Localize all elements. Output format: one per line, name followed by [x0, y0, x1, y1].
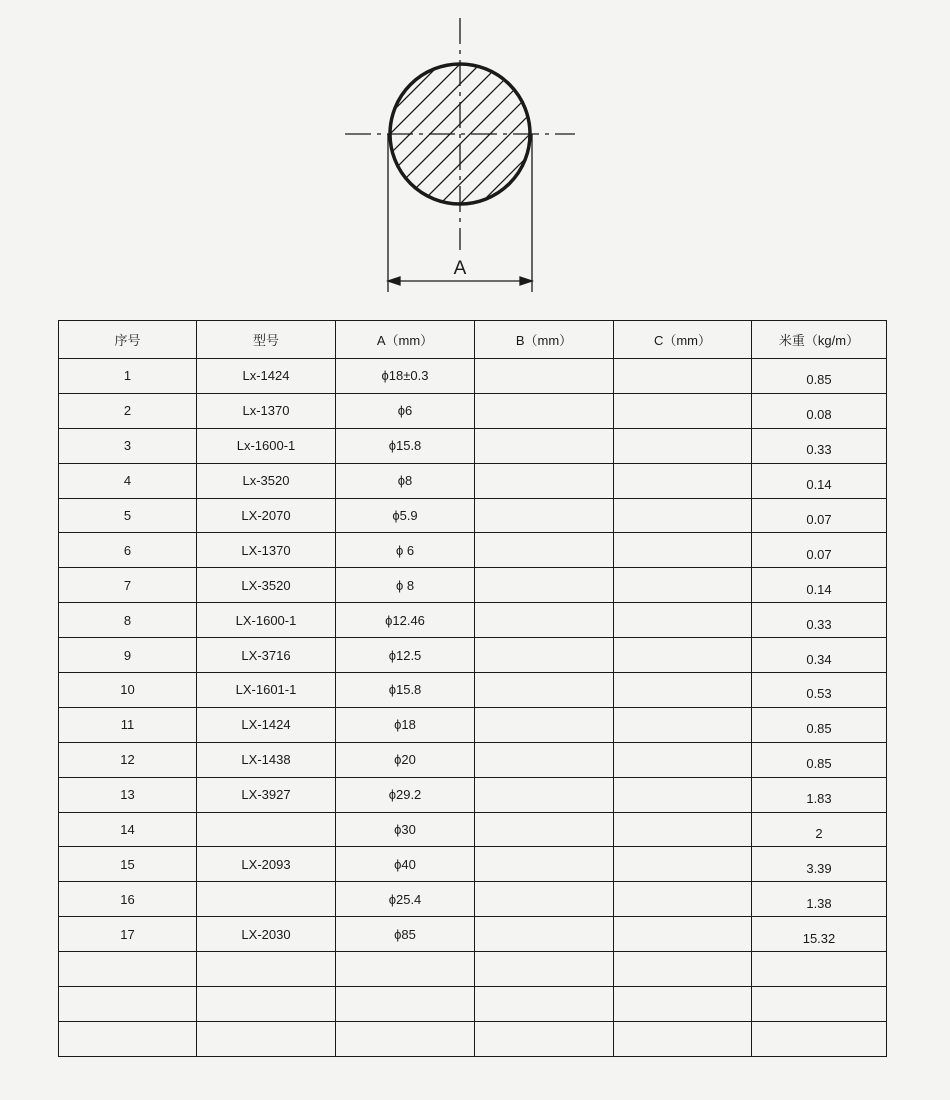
header-c: C（mm）: [614, 321, 752, 359]
cell-b: [475, 393, 614, 428]
table-row: [59, 638, 887, 673]
cell-b: [475, 952, 614, 987]
table-row: [59, 393, 887, 428]
cell-weight: 0.14: [752, 463, 887, 498]
cell-c: [614, 777, 752, 812]
cell-c: [614, 428, 752, 463]
cell-a: ϕ 6: [336, 533, 475, 568]
header-row: [59, 321, 887, 359]
table-row: [59, 1021, 887, 1056]
cell-weight: 0.85: [752, 359, 887, 394]
cell-c: [614, 987, 752, 1022]
dimension-label-a: A: [453, 258, 467, 279]
table-row: [59, 463, 887, 498]
cell-model: LX-2093: [197, 847, 336, 882]
cell-index: 3: [59, 428, 197, 463]
cell-weight: 1.38: [752, 882, 887, 917]
cell-weight: 0.07: [752, 498, 887, 533]
table-row: [59, 742, 887, 777]
table-row: [59, 673, 887, 708]
cell-model: LX-1424: [197, 707, 336, 742]
cell-weight: 15.32: [752, 917, 887, 952]
table-row: [59, 917, 887, 952]
cell-weight: 0.07: [752, 533, 887, 568]
table-row: [59, 707, 887, 742]
cell-b: [475, 777, 614, 812]
cell-b: [475, 673, 614, 708]
cell-weight: [752, 1021, 887, 1056]
cell-model: LX-1370: [197, 533, 336, 568]
cell-model: [197, 1021, 336, 1056]
cell-a: ϕ30: [336, 812, 475, 847]
cell-b: [475, 568, 614, 603]
cell-index: 4: [59, 463, 197, 498]
cell-b: [475, 882, 614, 917]
cell-b: [475, 917, 614, 952]
header-a: A（mm）: [336, 321, 475, 359]
cell-c: [614, 952, 752, 987]
cell-model: LX-1600-1: [197, 603, 336, 638]
cell-a: ϕ 8: [336, 568, 475, 603]
cell-model: Lx-1600-1: [197, 428, 336, 463]
cell-index: 14: [59, 812, 197, 847]
cell-b: [475, 463, 614, 498]
cell-weight: [752, 952, 887, 987]
cell-c: [614, 917, 752, 952]
cell-weight: 0.14: [752, 568, 887, 603]
cell-a: ϕ15.8: [336, 673, 475, 708]
cell-a: ϕ18: [336, 707, 475, 742]
cell-a: ϕ18±0.3: [336, 359, 475, 394]
table-row: [59, 359, 887, 394]
cell-b: [475, 359, 614, 394]
cell-a: ϕ85: [336, 917, 475, 952]
cell-index: 11: [59, 707, 197, 742]
cell-b: [475, 603, 614, 638]
cell-index: 15: [59, 847, 197, 882]
cell-c: [614, 742, 752, 777]
cell-weight: 0.34: [752, 638, 887, 673]
cell-index: 9: [59, 638, 197, 673]
table-row: [59, 428, 887, 463]
cell-c: [614, 638, 752, 673]
cell-index: [59, 1021, 197, 1056]
table-row: [59, 882, 887, 917]
cell-index: [59, 952, 197, 987]
table-row: [59, 568, 887, 603]
cell-a: ϕ12.5: [336, 638, 475, 673]
cell-a: ϕ29.2: [336, 777, 475, 812]
cell-model: LX-2070: [197, 498, 336, 533]
cell-b: [475, 707, 614, 742]
cell-model: LX-1601-1: [197, 673, 336, 708]
cell-index: [59, 987, 197, 1022]
cell-b: [475, 638, 614, 673]
cell-c: [614, 498, 752, 533]
cell-model: [197, 812, 336, 847]
center-lines: [345, 18, 575, 250]
cell-a: ϕ6: [336, 393, 475, 428]
cell-c: [614, 533, 752, 568]
table-row: [59, 987, 887, 1022]
cell-a: [336, 1021, 475, 1056]
table-row: [59, 952, 887, 987]
cell-c: [614, 568, 752, 603]
cell-b: [475, 742, 614, 777]
cell-model: LX-2030: [197, 917, 336, 952]
cell-a: ϕ40: [336, 847, 475, 882]
cell-weight: 1.83: [752, 777, 887, 812]
cell-model: LX-1438: [197, 742, 336, 777]
cell-weight: 0.08: [752, 393, 887, 428]
cell-weight: 0.85: [752, 707, 887, 742]
cell-model: Lx-3520: [197, 463, 336, 498]
cell-model: Lx-1424: [197, 359, 336, 394]
cell-index: 7: [59, 568, 197, 603]
cell-a: ϕ20: [336, 742, 475, 777]
table-row: [59, 847, 887, 882]
cell-c: [614, 1021, 752, 1056]
cell-weight: 0.85: [752, 742, 887, 777]
table-row: [59, 533, 887, 568]
cell-weight: 2: [752, 812, 887, 847]
spec-table: [58, 320, 887, 1057]
cell-index: 2: [59, 393, 197, 428]
cell-index: 8: [59, 603, 197, 638]
cell-model: [197, 882, 336, 917]
cell-index: 17: [59, 917, 197, 952]
cell-index: 10: [59, 673, 197, 708]
cell-c: [614, 707, 752, 742]
cell-b: [475, 1021, 614, 1056]
cell-weight: 3.39: [752, 847, 887, 882]
header-b: B（mm）: [475, 321, 614, 359]
cell-c: [614, 603, 752, 638]
cell-b: [475, 847, 614, 882]
table-row: [59, 498, 887, 533]
cell-b: [475, 428, 614, 463]
cell-weight: 0.33: [752, 603, 887, 638]
cell-a: [336, 952, 475, 987]
table-row: [59, 603, 887, 638]
cell-model: LX-3927: [197, 777, 336, 812]
cell-model: [197, 952, 336, 987]
cell-model: LX-3520: [197, 568, 336, 603]
cell-index: 16: [59, 882, 197, 917]
table-row: [59, 777, 887, 812]
cell-c: [614, 812, 752, 847]
cell-c: [614, 393, 752, 428]
cell-b: [475, 987, 614, 1022]
cell-a: [336, 987, 475, 1022]
cell-index: 6: [59, 533, 197, 568]
cell-b: [475, 498, 614, 533]
cell-c: [614, 882, 752, 917]
cell-a: ϕ12.46: [336, 603, 475, 638]
cell-c: [614, 673, 752, 708]
round-profile-drawing: [330, 10, 590, 300]
cell-a: ϕ5.9: [336, 498, 475, 533]
cell-a: ϕ25.4: [336, 882, 475, 917]
header-weight: 米重（kg/m）: [752, 321, 887, 359]
cell-model: LX-3716: [197, 638, 336, 673]
cell-index: 5: [59, 498, 197, 533]
header-model: 型号: [197, 321, 336, 359]
cell-c: [614, 359, 752, 394]
cell-a: ϕ8: [336, 463, 475, 498]
cell-index: 1: [59, 359, 197, 394]
cell-model: [197, 987, 336, 1022]
cell-weight: 0.53: [752, 673, 887, 708]
cell-b: [475, 533, 614, 568]
cell-c: [614, 847, 752, 882]
table-row: [59, 812, 887, 847]
cell-index: 12: [59, 742, 197, 777]
cell-index: 13: [59, 777, 197, 812]
cell-weight: [752, 987, 887, 1022]
cell-a: ϕ15.8: [336, 428, 475, 463]
cell-weight: 0.33: [752, 428, 887, 463]
header-index: 序号: [59, 321, 197, 359]
cell-c: [614, 463, 752, 498]
cell-b: [475, 812, 614, 847]
cell-model: Lx-1370: [197, 393, 336, 428]
